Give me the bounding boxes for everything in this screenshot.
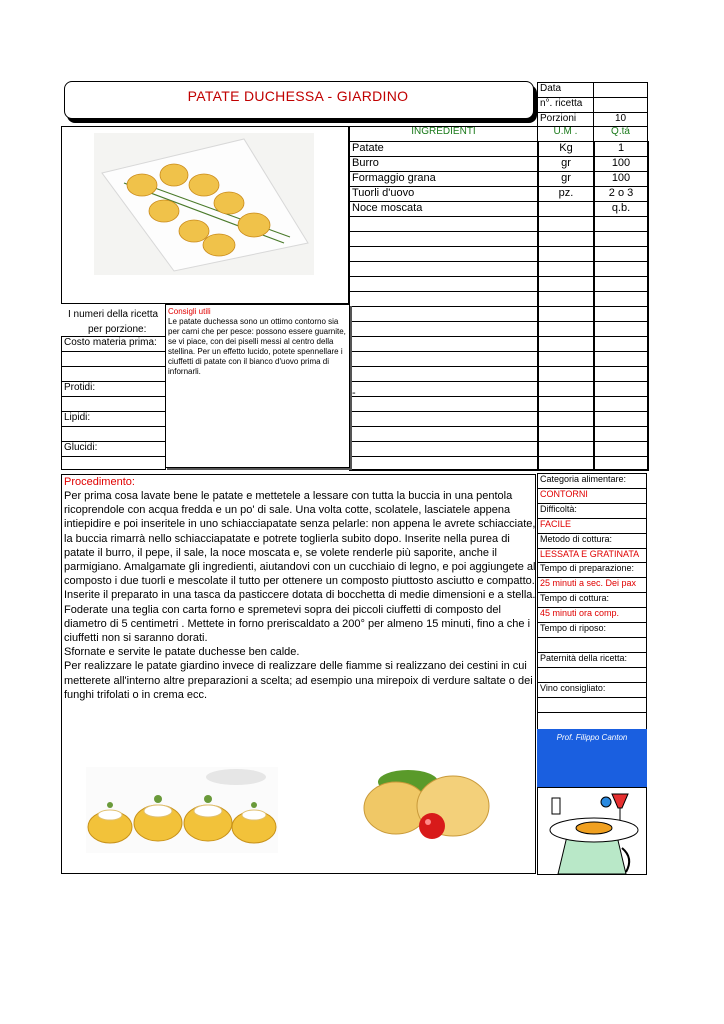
metodo-value: LESSATA E GRATINATA [537, 548, 647, 563]
ingredient-um: Kg [537, 141, 595, 157]
author-name: Prof. Filippo Canton [556, 733, 628, 742]
cottura-label: Tempo di cottura: [537, 592, 647, 608]
prep-value: 25 minuti a sec. Dei pax [537, 577, 647, 593]
ingredient-empty-cell [349, 231, 539, 247]
lipidi-value [61, 426, 166, 442]
ingredient-um: gr [537, 156, 595, 172]
riposo-value [537, 637, 647, 653]
ingredient-empty-cell [593, 456, 649, 471]
ingredient-empty-cell [349, 456, 539, 471]
ingredient-um [537, 201, 595, 217]
duchess-potatoes-photo [94, 133, 314, 275]
ingredient-um: gr [537, 171, 595, 187]
ingredient-empty-cell [593, 381, 649, 397]
data-label: Data [537, 82, 594, 98]
porzioni-value: 10 [593, 112, 648, 127]
ingredient-empty-cell [593, 366, 649, 382]
procedure-paragraph: Per realizzare le patate giardino invece di realizzare delle fiamme si realizzano dei cestini in cui metterete all'interno altre preparazioni a scelta; ad esempio una mirepoix di verdure saltate o dei funghi trifolati o in crema ecc. [64, 660, 533, 701]
ingredient-empty-cell [349, 441, 539, 457]
ingredient-empty-cell [537, 276, 595, 292]
ingredient-empty-cell [593, 291, 649, 307]
vino-value-2 [537, 712, 647, 730]
ingredient-empty-cell [593, 336, 649, 352]
procedure-paragraph: Per prima cosa lavate bene le patate e mettetele a lessare con tutta la buccia in una pentola ricoprendole con acqua fredda e un po' di sale. Una volta cotte, scolatele, lasciatele appena intiepidire e poi inseritele in uno schiacciapatate senza pelarle: non appena le avrete schiacciate, la buccia rimarrà nello schiacciapatate e potrete toglierla subito dopo. Inserite nella purea di patate il burro, il pepe, il sale, la noce moscata e, se volete renderle più saporite, anche il parmigiano. Amalgamate gli ingredienti, aiutandovi con un cucchiaio di legno, e poi aggiungete al composto i due tuorli e mescolate il tutto per ottenere un composto piuttosto asciutto e compatto. Inserite il preparato in una tasca da pasticcere dotata di bocchetta di medie dimensioni e a stella. Foderate una teglia con carta forno e spremetevi sopra dei piccoli ciuffetti di composto del diametro di 5 centimetri . Mettete in forno preriscaldato a 200° per almeno 15 minuti, fino a che i ciuffetti non si saranno dorati. [64, 490, 536, 645]
protidi-label: Protidi: [61, 381, 166, 397]
ingredient-empty-cell [349, 336, 539, 352]
ingredient-empty-cell [593, 306, 649, 322]
ingredient-empty-cell [537, 426, 595, 442]
nutrition-intro-2: per porzione: [88, 324, 147, 335]
ingredient-empty-cell [593, 351, 649, 367]
ingredient-qty: q.b. [593, 201, 649, 217]
ingredient-empty-cell [537, 261, 595, 277]
costo-value [61, 351, 166, 367]
ingredient-name: Burro [349, 156, 539, 172]
ingredient-empty-cell [537, 351, 595, 367]
ingredient-empty-cell [593, 396, 649, 412]
lipidi-label: Lipidi: [61, 411, 166, 427]
ingredient-empty-cell [537, 306, 595, 322]
data-value [593, 82, 648, 98]
ingredient-empty-cell [349, 246, 539, 262]
ingredient-qty: 100 [593, 171, 649, 187]
waiter-clipart [538, 788, 646, 874]
ingredient-empty-cell [593, 216, 649, 232]
procedure-paragraph: Sfornate e servite le patate duchesse ben calde. [64, 646, 300, 659]
ingredient-empty-cell [349, 396, 539, 412]
glucidi-value [61, 456, 166, 470]
ingredients-header-um: U.M . [553, 126, 578, 137]
costo-label: Costo materia prima: [61, 336, 166, 352]
ingredient-empty-cell [349, 261, 539, 277]
ingredient-um: pz. [537, 186, 595, 202]
glucidi-label: Glucidi: [61, 441, 166, 457]
paternita-value [537, 667, 647, 683]
procedure-title: Procedimento: [64, 476, 135, 488]
ingredient-empty-cell [593, 441, 649, 457]
riposo-label: Tempo di riposo: [537, 622, 647, 638]
ingredient-empty-cell [537, 411, 595, 427]
ingredient-empty-cell [593, 231, 649, 247]
nutrition-intro-1: I numeri della ricetta [68, 309, 159, 320]
porzioni-label: Porzioni [537, 112, 594, 127]
metodo-label: Metodo di cottura: [537, 533, 647, 549]
ingredient-empty-cell [593, 261, 649, 277]
ingredient-empty-cell [349, 321, 539, 337]
ingredient-empty-cell [537, 216, 595, 232]
ingredient-empty-cell [349, 291, 539, 307]
protidi-value [61, 396, 166, 412]
ingredient-qty: 1 [593, 141, 649, 157]
ingredient-empty-cell [349, 426, 539, 442]
ingredient-qty: 100 [593, 156, 649, 172]
ingredient-empty-cell [593, 246, 649, 262]
ingredient-empty-cell [537, 441, 595, 457]
ingredients-header-name: INGREDIENTI [411, 126, 476, 137]
stray-dash: - [352, 387, 356, 399]
ricetta-value [593, 97, 648, 113]
blank-row [61, 366, 166, 382]
potato-baskets-photo [86, 767, 278, 853]
ingredient-empty-cell [593, 411, 649, 427]
ingredient-empty-cell [349, 366, 539, 382]
ingredients-header-qty: Q.tà [611, 126, 630, 137]
categoria-value: CONTORNI [537, 488, 647, 504]
ingredient-empty-cell [537, 396, 595, 412]
difficolta-value: FACILE [537, 518, 647, 534]
ingredient-name: Formaggio grana [349, 171, 539, 187]
ingredient-empty-cell [537, 456, 595, 471]
recipe-title: PATATE DUCHESSA - GIARDINO [187, 88, 409, 104]
paternita-label: Paternità della ricetta: [537, 652, 647, 668]
vino-value [537, 697, 647, 713]
ingredient-empty-cell [537, 366, 595, 382]
cottura-value: 45 minuti ora comp. [537, 607, 647, 623]
ingredient-empty-cell [349, 411, 539, 427]
ingredient-empty-cell [349, 216, 539, 232]
ingredient-empty-cell [537, 291, 595, 307]
ingredient-name: Noce moscata [349, 201, 539, 217]
ingredient-empty-cell [593, 426, 649, 442]
prep-label: Tempo di preparazione: [537, 562, 647, 578]
ingredient-empty-cell [349, 276, 539, 292]
ingredient-empty-cell [537, 231, 595, 247]
vino-label: Vino consigliato: [537, 682, 647, 698]
ingredient-empty-cell [349, 351, 539, 367]
ingredient-empty-cell [537, 336, 595, 352]
ingredient-empty-cell [349, 306, 539, 322]
ingredient-empty-cell [593, 276, 649, 292]
difficolta-label: Difficoltà: [537, 503, 647, 519]
procedure-text [64, 489, 536, 702]
ingredient-name: Patate [349, 141, 539, 157]
ingredient-empty-cell [593, 321, 649, 337]
duchess-potatoes-tomato-photo [358, 762, 508, 844]
ingredient-empty-cell [537, 246, 595, 262]
ricetta-label: n°. ricetta [537, 97, 594, 113]
ingredient-empty-cell [349, 381, 539, 397]
ingredient-empty-cell [537, 321, 595, 337]
ingredient-qty: 2 o 3 [593, 186, 649, 202]
tips-text: Le patate duchessa sono un ottimo contorno sia per carni che per pesce: possono essere guarnite, se vi piace, con dei piselli messi al centro della stellina. Per un effetto lucido, potete spennellare i ciuffetti di patate con il bianco d'uovo prima di infornarli. [168, 317, 346, 376]
ingredient-name: Tuorli d'uovo [349, 186, 539, 202]
ingredient-empty-cell [537, 381, 595, 397]
categoria-label: Categoria alimentare: [537, 473, 647, 489]
tips-title: Consigli utili [168, 307, 211, 316]
